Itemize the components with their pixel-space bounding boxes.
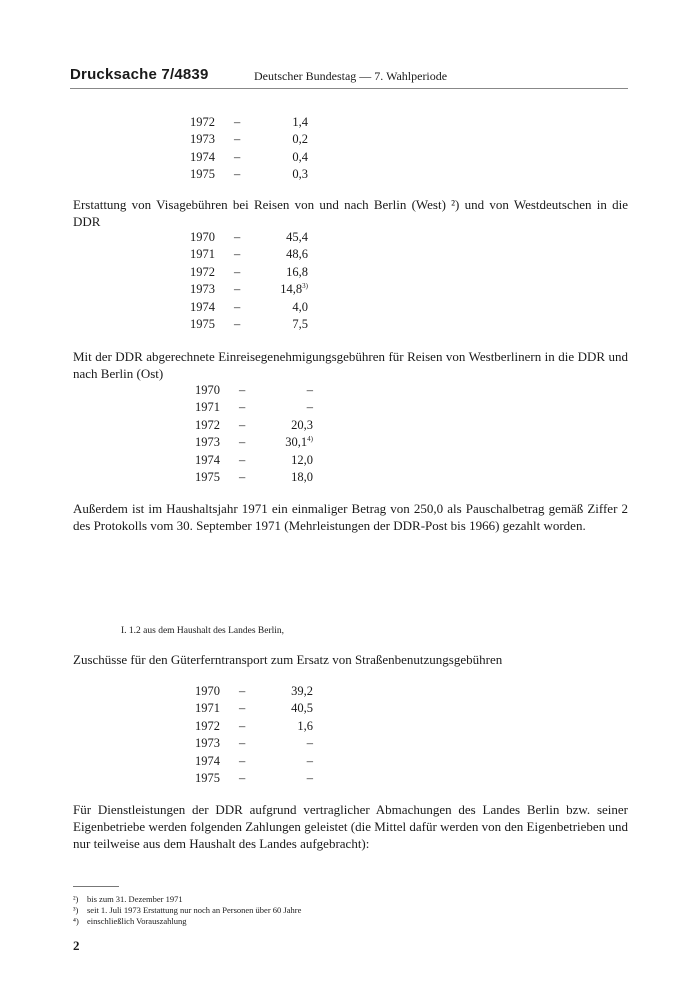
year-cell: 1975	[190, 167, 215, 182]
footnote	[73, 916, 301, 927]
year-cell: 1973	[195, 736, 220, 751]
value-text: 40,5	[291, 701, 313, 716]
year-cell: 1970	[195, 684, 220, 698]
legislative-period: Deutscher Bundestag — 7. Wahlperiode	[254, 69, 448, 83]
value-cell	[233, 684, 313, 699]
value-cell	[228, 230, 308, 245]
dash-cell: –	[234, 149, 241, 164]
dash-cell: –	[234, 230, 241, 244]
value-text: 14,8	[280, 282, 303, 297]
footnote	[73, 905, 301, 916]
value-cell	[228, 247, 308, 262]
footnote-text: bis zum 31. Dezember 1971	[87, 894, 183, 904]
value-cell	[233, 383, 313, 398]
year-cell: 1974	[190, 149, 215, 164]
value-cell	[228, 265, 308, 280]
value-cell	[233, 771, 313, 786]
year-cell: 1973	[190, 282, 215, 297]
page-header	[70, 66, 628, 89]
value-cell	[228, 167, 308, 182]
value-cell	[228, 300, 308, 315]
value-text: 18,0	[291, 469, 313, 484]
year-cell: 1972	[190, 115, 215, 129]
footnotes	[73, 894, 301, 927]
footnote-mark: ⁴)	[73, 916, 79, 926]
dash-cell: –	[234, 247, 241, 262]
year-cell: 1974	[190, 299, 215, 314]
value-text: –	[306, 400, 313, 415]
value-cell	[233, 418, 313, 433]
document-number: Drucksache 7/4839	[70, 66, 209, 83]
value-text: 4,0	[292, 299, 308, 314]
footnote	[73, 894, 301, 905]
footnote-marker: 4)	[307, 435, 313, 444]
dash-cell: –	[234, 167, 241, 182]
footnote-text: seit 1. Juli 1973 Erstattung nur noch an Personen über 60 Jahre	[87, 905, 302, 915]
year-cell: 1975	[190, 316, 215, 331]
paragraph-entry-permit-fees: Mit der DDR abgerechnete Einreisegenehmigungsgebühren für Reisen von Westberlinern in die DDR und nach Berlin (Ost)	[73, 349, 628, 381]
value-cell	[233, 400, 313, 415]
value-text: 48,6	[286, 247, 308, 262]
dash-cell: –	[239, 400, 246, 415]
footnote-rule	[73, 886, 119, 887]
year-cell: 1971	[195, 400, 220, 415]
value-text: 7,5	[292, 316, 308, 331]
value-cell	[233, 435, 313, 450]
year-cell: 1974	[195, 753, 220, 768]
dash-cell: –	[234, 115, 241, 129]
dash-cell: –	[234, 132, 241, 147]
value-text: 39,2	[291, 684, 313, 698]
value-text: –	[306, 753, 313, 768]
year-cell: 1975	[195, 469, 220, 484]
value-text: 12,0	[291, 452, 313, 467]
year-cell: 1972	[190, 264, 215, 279]
year-cell: 1971	[195, 701, 220, 716]
dash-cell: –	[239, 684, 246, 698]
year-cell: 1973	[195, 435, 220, 450]
year-cell: 1972	[195, 718, 220, 733]
value-cell	[228, 132, 308, 147]
value-text: –	[306, 383, 313, 397]
dash-cell: –	[239, 753, 246, 768]
value-text: 45,4	[286, 230, 308, 244]
value-cell	[233, 754, 313, 769]
dash-cell: –	[239, 435, 246, 450]
year-cell: 1973	[190, 132, 215, 147]
value-text: –	[306, 770, 313, 785]
value-text: 0,3	[292, 167, 308, 182]
dash-cell: –	[234, 299, 241, 314]
footnote-mark: ³)	[73, 905, 79, 915]
dash-cell: –	[234, 316, 241, 331]
value-text: 0,2	[292, 132, 308, 147]
value-text: –	[306, 736, 313, 751]
value-cell	[228, 115, 308, 130]
dash-cell: –	[239, 417, 246, 432]
year-cell: 1971	[190, 247, 215, 262]
year-cell: 1972	[195, 417, 220, 432]
footnote-mark: ²)	[73, 894, 79, 904]
value-cell	[233, 701, 313, 716]
value-text: 1,6	[297, 718, 313, 733]
value-cell	[233, 719, 313, 734]
paragraph-gdr-services: Für Dienstleistungen der DDR aufgrund vertraglicher Abmachungen des Landes Berlin bzw. seiner Eigenbetriebe werden folgenden Zahlungen geleistet (die Mittel dafür werden von den Eigenbetrieben und nur teilweise aus dem Haushalt des Landes aufgebracht):	[73, 802, 628, 851]
year-cell: 1970	[195, 383, 220, 397]
section-subheading: I. 1.2 aus dem Haushalt des Landes Berlin,	[121, 626, 285, 636]
value-text: 16,8	[286, 264, 308, 279]
value-cell	[233, 736, 313, 751]
year-cell: 1975	[195, 770, 220, 785]
value-cell	[233, 470, 313, 485]
dash-cell: –	[239, 718, 246, 733]
paragraph-visa-refund: Erstattung von Visagebühren bei Reisen von und nach Berlin (West) ²) und von Westdeutschen in die DDR	[73, 197, 628, 229]
dash-cell: –	[234, 282, 241, 297]
value-text: 1,4	[292, 115, 308, 129]
dash-cell: –	[239, 469, 246, 484]
dash-cell: –	[239, 701, 246, 716]
paragraph-freight-subsidies: Zuschüsse für den Güterferntransport zum Ersatz von Straßenbenutzungsgebühren	[73, 652, 503, 667]
dash-cell: –	[239, 770, 246, 785]
value-text: 20,3	[291, 417, 313, 432]
year-cell: 1970	[190, 230, 215, 244]
dash-cell: –	[239, 452, 246, 467]
footnote-text: einschließlich Vorauszahlung	[87, 916, 187, 926]
year-cell: 1974	[195, 452, 220, 467]
dash-cell: –	[234, 264, 241, 279]
footnote-marker: 3)	[302, 282, 308, 291]
value-cell	[233, 453, 313, 468]
value-text: 30,1	[285, 435, 308, 450]
dash-cell: –	[239, 383, 246, 397]
paragraph-lump-sum: Außerdem ist im Haushaltsjahr 1971 ein einmaliger Betrag von 250,0 als Pauschalbetrag gemäß Ziffer 2 des Protokolls vom 30. September 1971 (Mehrleistungen der DDR-Post bis 1966) gezahlt worden.	[73, 501, 628, 533]
page-number: 2	[73, 938, 80, 953]
value-cell	[228, 282, 308, 297]
value-text: 0,4	[292, 149, 308, 164]
dash-cell: –	[239, 736, 246, 751]
value-cell	[228, 317, 308, 332]
value-cell	[228, 150, 308, 165]
